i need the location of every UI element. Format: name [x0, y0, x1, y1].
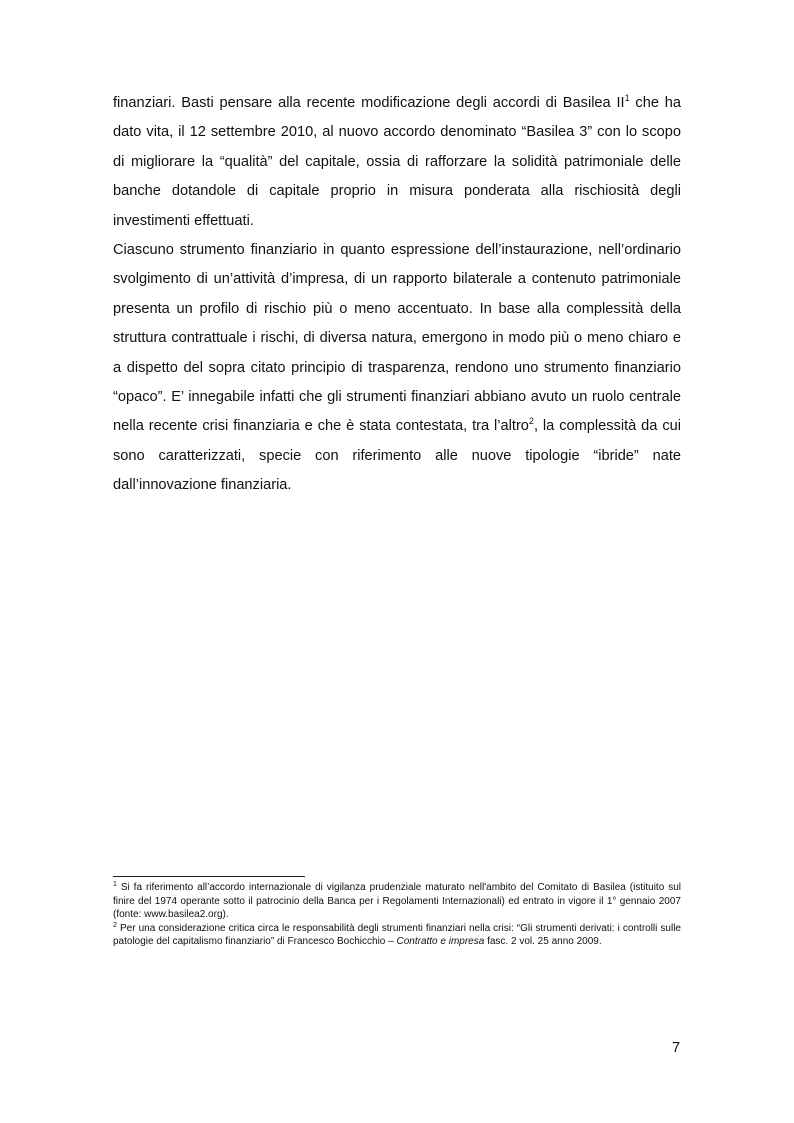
page-number: 7: [672, 1040, 681, 1056]
footnote-2-text-b: fasc. 2 vol. 25 anno 2009.: [484, 936, 602, 948]
paragraph-2-text-b: , la complessità da cui sono caratterizzati, specie con riferimento alle nuove tipologie “ibride” nate dall’innovazione finanziaria.: [113, 418, 681, 494]
footnote-1-text: Si fa riferimento all’accordo internazionale di vigilanza prudenziale maturato nell'ambito del Comitato di Basilea (istituito sul finire del 1974 operante sotto il patrocinio della Banca per i Regolamenti Internazionali) ed entrato in vigore il 1° gennaio 2007 (fonte: www.basilea2.org).: [113, 882, 681, 921]
footnote-2: [113, 922, 681, 949]
footnote-ref-2[interactable]: 2: [528, 416, 534, 427]
paragraph-2-text-a: Ciascuno strumento finanziario in quanto espressione dell’instaurazione, nell’ordinario svolgimento di un’attività d’impresa, di un rapporto bilaterale a contenuto patrimoniale presenta un profilo di rischio più o meno accentuato. In base alla complessità della struttura contrattuale i rischi, di diversa natura, emergono in modo più o meno chiaro e a dispetto del sopra citato principio di trasparenza, rendono uno strumento finanziario “opaco”. E’ innegabile infatti che gli strumenti finanziari abbiano avuto un ruolo centrale nella recente crisi finanziaria e che è stata contestata, tra l’altro: [113, 242, 681, 435]
paragraph-1-text-a: finanziari. Basti pensare alla recente modificazione degli accordi di Basilea II: [113, 95, 625, 111]
footnote-ref-1[interactable]: 1: [624, 93, 630, 103]
paragraph-2: [113, 236, 681, 501]
footnotes: [113, 881, 681, 949]
main-text: [113, 89, 681, 501]
footnote-2-text-a: Per una considerazione critica circa le responsabilità degli strumenti finanziari nella crisi: “Gli strumenti derivati: i controlli sulle patologie del capitalismo finanziario” di Francesco Bochicchio –: [113, 922, 681, 948]
footnote-2-journal: Contratto e impresa: [396, 936, 485, 948]
footnote-separator: [113, 876, 305, 877]
footnote-1: [113, 881, 681, 922]
paragraph-1: [113, 89, 681, 236]
footnote-2-number: 2: [113, 921, 117, 929]
footnote-1-number: 1: [113, 881, 117, 888]
paragraph-1-text-b: che ha dato vita, il 12 settembre 2010, al nuovo accordo denominato “Basilea 3” con lo scopo di migliorare la “qualità” del capitale, ossia di rafforzare la solidità patrimoniale delle banche dotandole di capitale proprio in misura ponderata alla rischiosità degli investimenti effettuati.: [113, 95, 681, 229]
